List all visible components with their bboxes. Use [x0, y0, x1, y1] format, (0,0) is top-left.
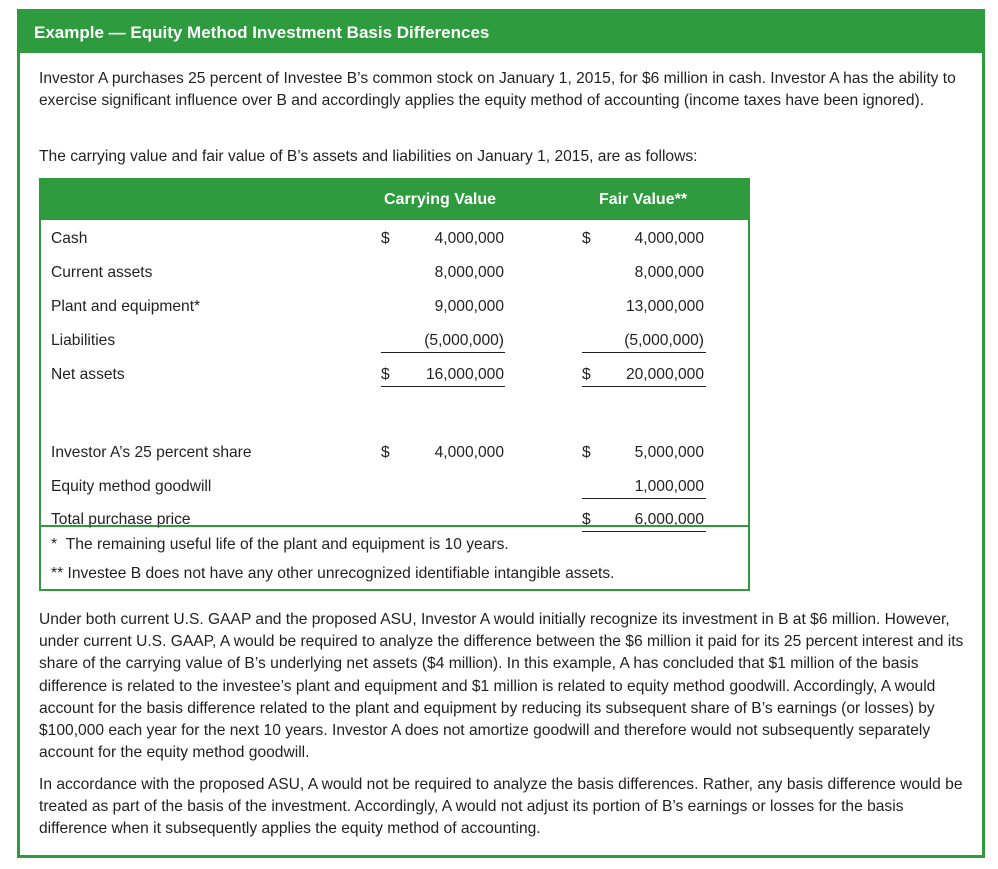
table-row [41, 440, 748, 466]
fair-value-cell: (5,000,000) [624, 332, 704, 349]
subtotal-rule [381, 352, 505, 353]
subtotal-rule [582, 352, 706, 353]
fair-value-cell: 8,000,000 [634, 264, 704, 281]
subtotal-rule [582, 498, 706, 499]
table-row [41, 260, 748, 286]
row-label: Plant and equipment* [51, 298, 201, 315]
carrying-value-cell: (5,000,000) [424, 332, 504, 349]
footnote-1-text: The remaining useful life of the plant and equipment is 10 years. [65, 536, 509, 553]
carrying-value-heading: Carrying Value [384, 191, 497, 208]
dollar-sign: $ [582, 511, 591, 528]
carrying-value-cell: 4,000,000 [434, 444, 504, 461]
footnote-1 [51, 534, 509, 556]
fair-value-heading: Fair Value** [599, 191, 688, 208]
dollar-sign: $ [582, 230, 591, 247]
row-label: Cash [51, 230, 88, 247]
example-box [17, 9, 985, 858]
fair-value-cell: 13,000,000 [625, 298, 704, 315]
table-footnotes [39, 525, 750, 591]
dollar-sign: $ [582, 444, 591, 461]
dollar-sign: $ [381, 366, 390, 383]
total-rule [582, 386, 706, 387]
carrying-value-cell: 8,000,000 [434, 264, 504, 281]
carrying-value-cell: 9,000,000 [434, 298, 504, 315]
fair-value-cell: 1,000,000 [634, 478, 704, 495]
footnote-2-text: Investee B does not have any other unrecognized identifiable intangible assets. [67, 565, 615, 582]
row-label: Investor A’s 25 percent share [51, 444, 252, 461]
fair-value-cell: 20,000,000 [625, 366, 704, 383]
gaap-paragraph: Under both current U.S. GAAP and the proposed ASU, Investor A would initially recognize its investment in B at $6 million. However, under current U.S. GAAP, A would be required to analyze the difference between the $6 million it paid for its 25 percent interest and its share of the carrying value of B’s underlying net assets ($4 million). In this example, A has concluded that $1 million of the basis difference is related to the investee’s plant and equipment and $1 million is related to equity method goodwill. Accordingly, A would account for the basis difference related to the plant and equipment by reducing its subsequent share of B’s earnings (or losses) by $100,000 each year for the next 10 years. Investor A does not amortize goodwill and therefore would not subsequently separately account for the equity method goodwill. [39, 611, 964, 762]
table-row [41, 328, 748, 354]
dollar-sign: $ [381, 444, 390, 461]
dollar-sign: $ [582, 366, 591, 383]
asu-paragraph: In accordance with the proposed ASU, A would not be required to analyze the basis differences. Rather, any basis difference would be treated as part of the basis of the investment. Accordingly, A would not adjust its portion of B’s earnings or losses for the basis difference when it subsequently applies the equity method of accounting. [39, 776, 963, 838]
row-label: Total purchase price [51, 511, 191, 528]
carrying-value-cell: 4,000,000 [434, 230, 504, 247]
fair-value-cell: 6,000,000 [634, 511, 704, 528]
intro-table-lead: The carrying value and fair value of B’s assets and liabilities on January 1, 2015, are as follows: [39, 148, 698, 165]
fair-value-cell: 4,000,000 [634, 230, 704, 247]
row-label: Net assets [51, 366, 125, 383]
fair-value-cell: 5,000,000 [634, 444, 704, 461]
table-row [41, 294, 748, 320]
example-title: Example — Equity Method Investment Basis Differences [20, 12, 982, 53]
row-label: Liabilities [51, 332, 116, 349]
values-table [39, 178, 750, 527]
row-label: Current assets [51, 264, 153, 281]
footnote-2 [51, 563, 615, 585]
intro-paragraph: Investor A purchases 25 percent of Investee B’s common stock on January 1, 2015, for $6 million in cash. Investor A has the ability to exercise significant influence over B and accordingly applies the equity method of accounting (income taxes have been ignored). [39, 70, 956, 109]
table-header [41, 180, 748, 220]
table-row [41, 474, 748, 500]
footnote-2-mark: ** [51, 565, 64, 582]
total-rule [381, 386, 505, 387]
table-row [41, 362, 748, 388]
footnote-1-mark: * [51, 536, 58, 553]
row-label: Equity method goodwill [51, 478, 212, 495]
table-row [41, 226, 748, 252]
dollar-sign: $ [381, 230, 390, 247]
carrying-value-cell: 16,000,000 [425, 366, 504, 383]
